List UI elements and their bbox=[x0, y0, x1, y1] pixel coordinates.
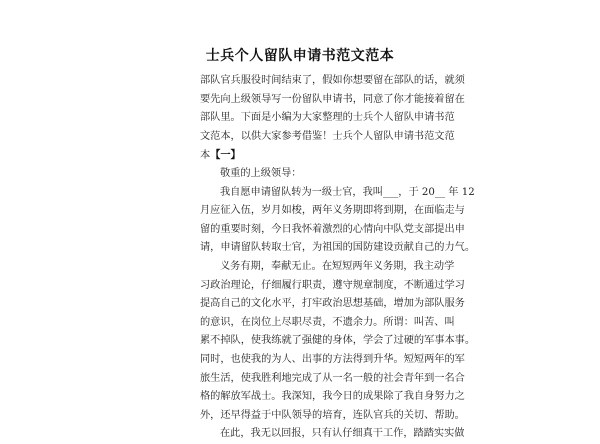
body-line: 留的重要时刻，今日我怀着激烈的心情向中队党支部提出申 bbox=[200, 223, 465, 235]
body-line: 提高自己的文化水平，打牢政治思想基础，增加为部队服务 bbox=[200, 298, 465, 310]
body-line: 要先向上级领导写一份留队申请书，同意了你才能接着留在 bbox=[200, 93, 465, 105]
body-line: 我自愿申请留队转为一级士官，我叫___，于 20__ 年 12 bbox=[220, 186, 475, 198]
section-marker: 【一】 bbox=[210, 149, 241, 162]
body-line: 习政治理论，仔细履行职责，遵守规章制度，不断通过学习 bbox=[200, 279, 465, 291]
body-line: 文范本，以供大家参考借鉴！士兵个人留队申请书范文范 bbox=[200, 130, 455, 142]
body-line: 部队里。下面是小编为大家整理的士兵个人留队申请书范 bbox=[200, 112, 455, 124]
body-line: 外，还早得益于中队领导的培育，连队官兵的关切、帮助。 bbox=[200, 409, 465, 421]
body-line: 义务有期，奉献无止。在短短两年义务期，我主动学 bbox=[220, 260, 455, 272]
body-line: 累不掉队，使我练就了强健的身体，学会了过硬的军事本事。 bbox=[200, 335, 476, 347]
body-line: 部队官兵服役时间结束了，假如你想要留在部队的话，就须 bbox=[200, 75, 465, 86]
body-line bbox=[200, 146, 412, 165]
body-line: 请，申请留队转取士官，为祖国的国防建设贡献自己的力气。 bbox=[200, 242, 476, 254]
document-body bbox=[200, 72, 476, 444]
body-line: 同时，也使我的为人、出事的方法得到升华。短短两年的军 bbox=[200, 353, 465, 365]
body-line: 敬重的上级领导： bbox=[220, 167, 302, 179]
body-line: 月应征入伍，岁月如梭，两年义务期即将到期，在面临走与 bbox=[200, 205, 465, 217]
body-line: 格的解放军战士。我深知，我今日的成果除了我自身努力之 bbox=[200, 391, 465, 403]
body-line-text: 本 bbox=[200, 150, 211, 162]
body-line: 在此，我无以回报，只有认仔细真干工作，踏踏实实做 bbox=[220, 428, 465, 440]
body-line: 的意识，在岗位上尽职尽责，不遗余力。所谓：叫苦、叫 bbox=[200, 316, 455, 328]
body-line: 旅生活，使我胜利地完成了从一名一般的社会青年到一名合 bbox=[200, 372, 465, 384]
document-title: 士兵个人留队申请书范文范本 bbox=[205, 48, 395, 64]
